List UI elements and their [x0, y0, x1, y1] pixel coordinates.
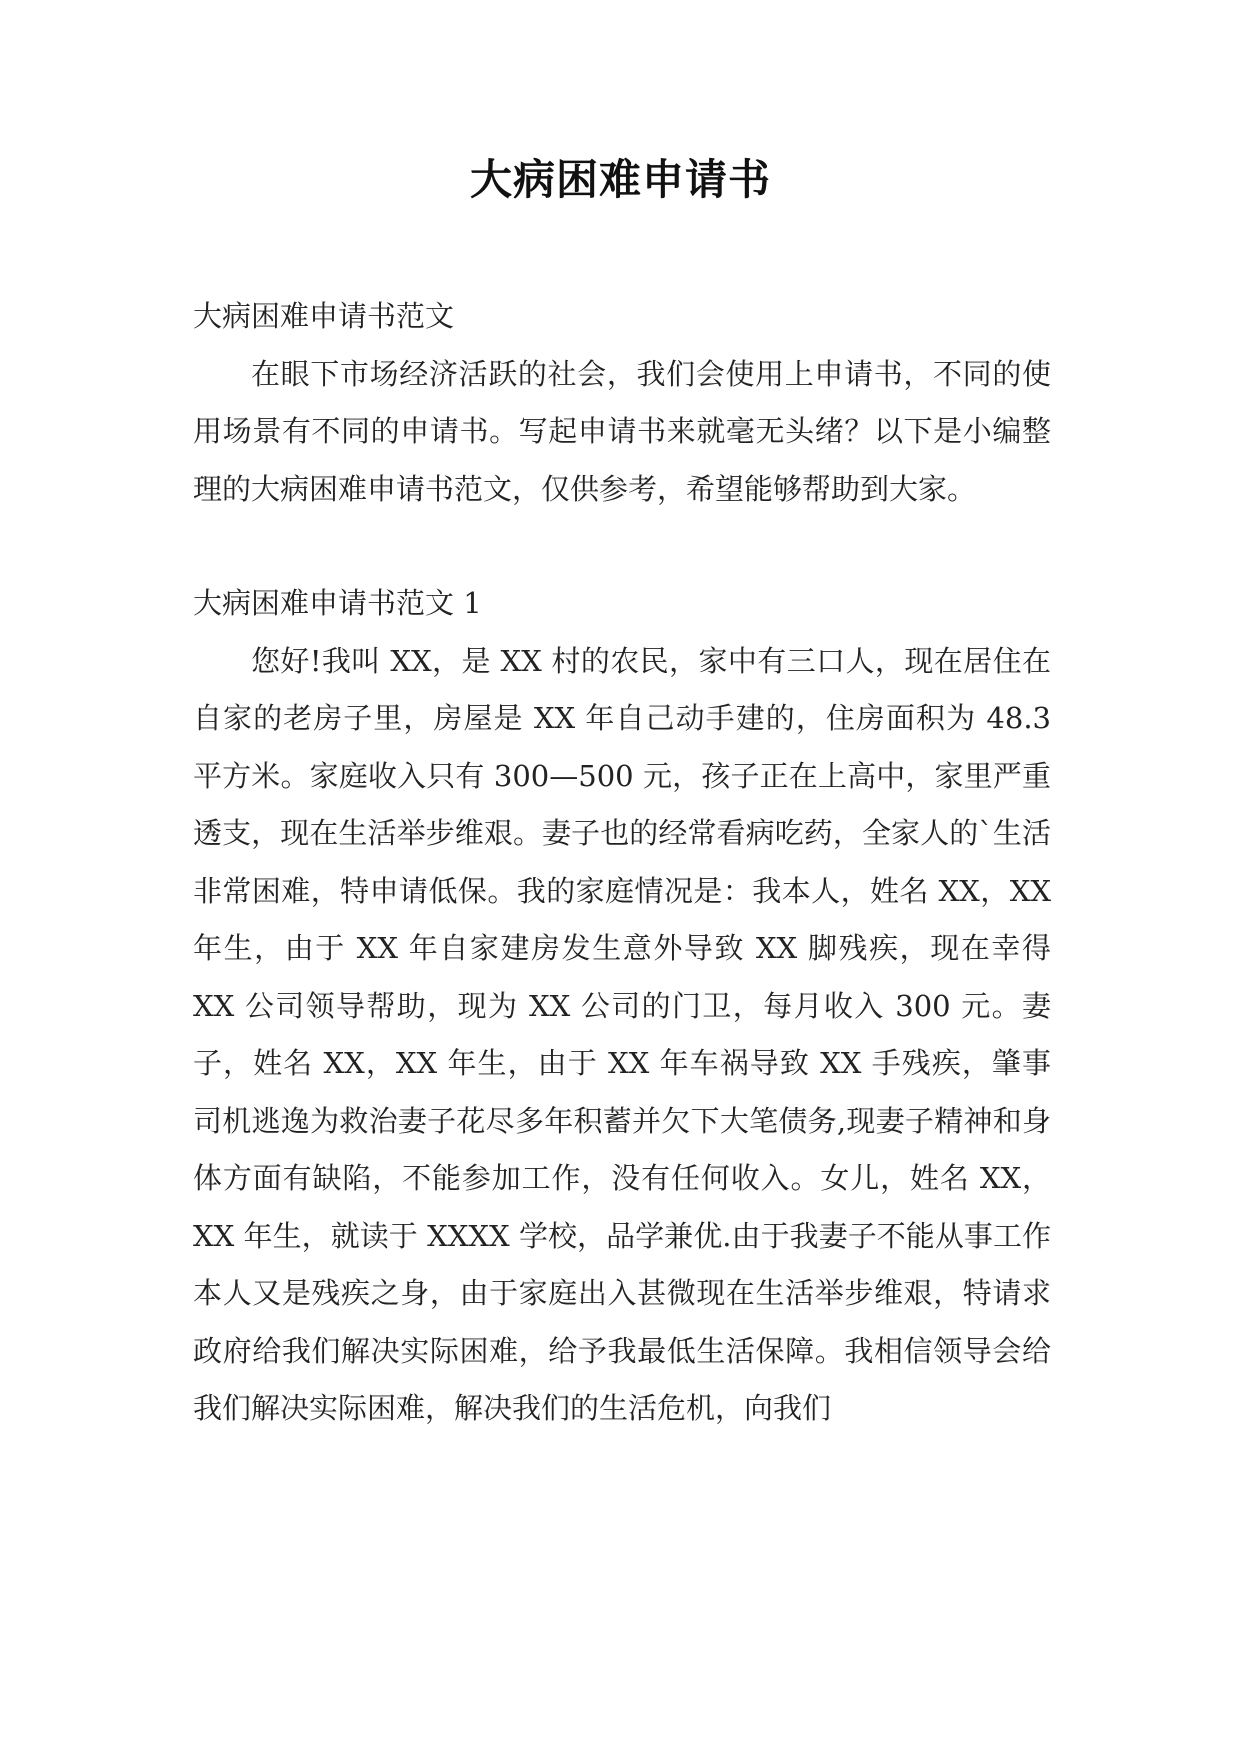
section-spacer [193, 518, 1051, 575]
intro-heading: 大病困难申请书范文 [193, 299, 455, 333]
intro-paragraph: 在眼下市场经济活跃的社会，我们会使用上申请书，不同的使用场景有不同的申请书。写起申请书来就毫无头绪？以下是小编整理的大病困难申请书范文，仅供参考，希望能够帮助到大家。 [193, 356, 1051, 506]
section-1-paragraph: 您好!我叫 XX，是 XX 村的农民，家中有三口人，现在居住在自家的老房子里，房屋是 XX 年自己动手建的，住房面积为 48.3 平方米。家庭收入只有 300—500 元，孩子正在上高中，家里严重透支，现在生活举步维艰。妻子也的经常看病吃药，全家人的`生活非常困难，特申请低保。我的家庭情况是：我本人，姓名 XX，XX 年生，由于 XX 年自家建房发生意外导致 XX 脚残疾，现在幸得 XX 公司领导帮助，现为 XX 公司的门卫，每月收入 300 元。妻子，姓名 XX，XX 年生，由于 XX 年车祸导致 XX 手残疾，肇事司机逃逸为救治妻子花尽多年积蓄并欠下大笔债务,现妻子精神和身体方面有缺陷，不能参加工作，没有任何收入。女儿，姓名 XX，XX 年生，就读于 XXXX 学校，品学兼优.由于我妻子不能从事工作本人又是残疾之身，由于家庭出入甚微现在生活举步维艰，特请求政府给我们解决实际困难，给予我最低生活保障。我相信领导会给我们解决实际困难，解决我们的生活危机，向我们 [193, 643, 1051, 1425]
document-title: 大病困难申请书 [469, 155, 771, 204]
document-body [193, 288, 1051, 1438]
section-1-heading: 大病困难申请书范文 1 [193, 586, 482, 620]
